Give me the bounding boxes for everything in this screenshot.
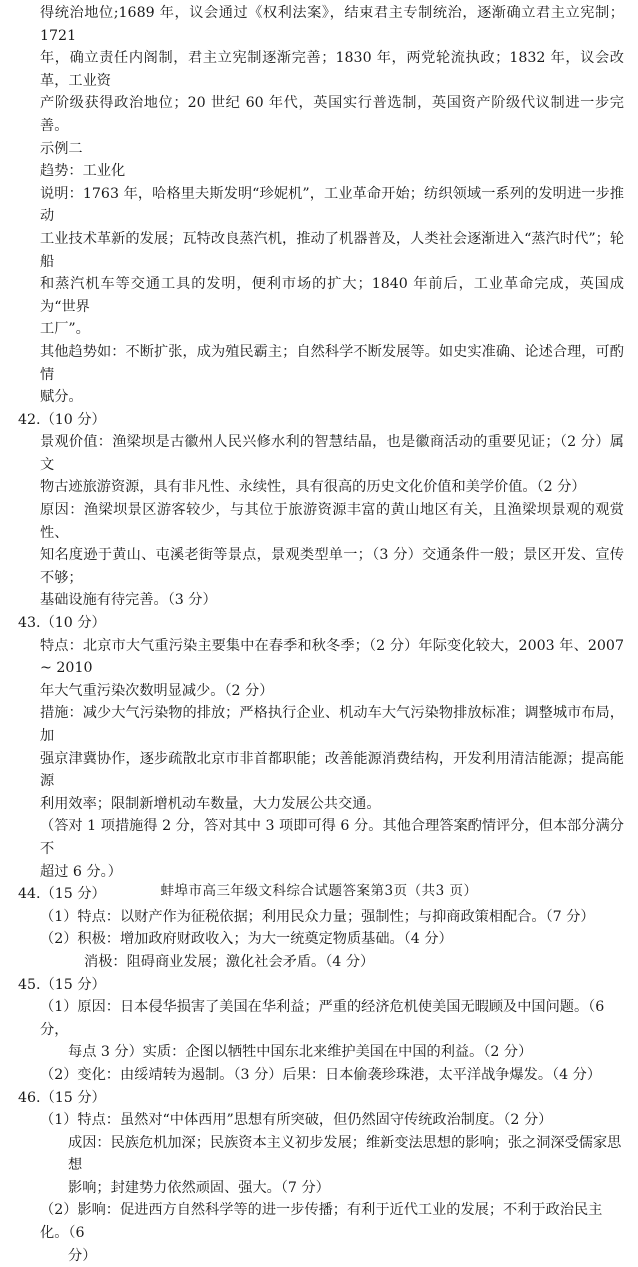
- text-line: （答对 1 项措施得 2 分，答对其中 3 项即可得 6 分。其他合理答案酌情评分，但本部分满分不: [18, 815, 624, 860]
- question-45: [18, 974, 624, 1087]
- text-line: 工厂”。: [18, 318, 624, 341]
- text-line: 年，确立责任内阁制，君主立宪制逐渐完善；1830 年，两党轮流执政；1832 年，议会改革，工业资: [18, 47, 624, 92]
- question-number: 42.（10 分）: [18, 409, 624, 432]
- text-line: 影响；封建势力依然顽固、强大。（7 分）: [18, 1177, 624, 1200]
- question-number: 43.（10 分）: [18, 612, 624, 635]
- question-number: 46.（15 分）: [18, 1087, 624, 1110]
- text-line: 景观价值：渔梁坝是古徽州人民兴修水利的智慧结晶，也是徽商活动的重要见证；（2 分）属文: [18, 431, 624, 476]
- text-line: 分）: [18, 1245, 624, 1267]
- continued-section: [18, 2, 624, 409]
- text-line: 产阶级获得政治地位；20 世纪 60 年代，英国实行普选制，英国资产阶级代议制进一步完善。: [18, 92, 624, 137]
- text-line: 年大气重污染次数明显减少。（2 分）: [18, 680, 624, 703]
- trend-line: 趋势：工业化: [18, 160, 624, 183]
- sub-answer-2: （2）积极：增加政府财政收入；为大一统奠定物质基础。（4 分）: [18, 928, 624, 951]
- text-line: 工业技术革新的发展；瓦特改良蒸汽机，推动了机器普及，人类社会逐渐进入“蒸汽时代”；轮船: [18, 228, 624, 273]
- text-line: 措施：减少大气污染物的排放；严格执行企业、机动车大气污染物排放标准；调整城市布局，加: [18, 702, 624, 747]
- text-line: 其他趋势如：不断扩张，成为殖民霸主；自然科学不断发展等。如史实准确、论述合理，可酌情: [18, 341, 624, 386]
- text-line: 基础设施有待完善。（3 分）: [18, 589, 624, 612]
- text-line: 原因：渔梁坝景区游客较少，与其位于旅游资源丰富的黄山地区有关，且渔梁坝景观的观赏性、: [18, 499, 624, 544]
- sub-answer-1: （1）特点：虽然对“中体西用”思想有所突破，但仍然固守传统政治制度。（2 分）: [18, 1109, 624, 1132]
- sub-answer-2: （2）影响：促进西方自然科学等的进一步传播；有利于近代工业的发展；不利于政治民主化。（6: [18, 1199, 624, 1244]
- question-number: 44.（15 分）: [18, 883, 624, 906]
- sub-answer-1: （1）特点：以财产作为征税依据；利用民众力量；强制性；与抑商政策相配合。（7 分）: [18, 906, 624, 929]
- text-line: 物古迹旅游资源，具有非凡性、永续性，具有很高的历史文化价值和美学价值。（2 分）: [18, 476, 624, 499]
- text-line: 和蒸汽机车等交通工具的发明，便利市场的扩大；1840 年前后，工业革命完成，英国成为“世界: [18, 273, 624, 318]
- text-line: 特点：北京市大气重污染主要集中在春季和秋冬季；（2 分）年际变化较大，2003 年、2007 ~ 2010: [18, 635, 624, 680]
- sub-answer-2: （2）变化：由绥靖转为遏制。（3 分）后果：日本偷袭珍珠港，太平洋战争爆发。（4 分）: [18, 1064, 624, 1087]
- page-footer: 蚌埠市高三年级文科综合试题答案第3页（共3 页）: [0, 880, 638, 903]
- text-line: 超过 6 分。）: [18, 861, 624, 884]
- text-line: 知名度逊于黄山、屯溪老街等景点，景观类型单一；（3 分）交通条件一般；景区开发、宣传不够；: [18, 544, 624, 589]
- question-number: 45.（15 分）: [18, 974, 624, 997]
- example-heading: 示例二: [18, 138, 624, 161]
- question-42: [18, 409, 624, 612]
- sub-answer-1: （1）原因：日本侵华损害了美国在华利益；严重的经济危机使美国无暇顾及中国问题。（6 分，: [18, 996, 624, 1041]
- text-line: 利用效率；限制新增机动车数量，大力发展公共交通。: [18, 793, 624, 816]
- text-line: 赋分。: [18, 386, 624, 409]
- text-line: 强京津冀协作，逐步疏散北京市非首都职能；改善能源消费结构，开发利用清洁能源；提高能源: [18, 748, 624, 793]
- question-43: [18, 612, 624, 883]
- text-line: 说明：1763 年，哈格里夫斯发明“珍妮机”，工业革命开始；纺织领域一系列的发明进一步推动: [18, 183, 624, 228]
- text-line: 消极：阻碍商业发展；激化社会矛盾。（4 分）: [18, 951, 624, 974]
- text-line: 每点 3 分）实质：企图以牺牲中国东北来维护美国在中国的利益。（2 分）: [18, 1041, 624, 1064]
- text-line: 得统治地位;1689 年，议会通过《权利法案》，结束君主专制统治，逐渐确立君主立宪制；1721: [18, 2, 624, 47]
- text-line: 成因：民族危机加深；民族资本主义初步发展；维新变法思想的影响；张之洞深受儒家思想: [18, 1132, 624, 1177]
- question-46: [18, 1087, 624, 1267]
